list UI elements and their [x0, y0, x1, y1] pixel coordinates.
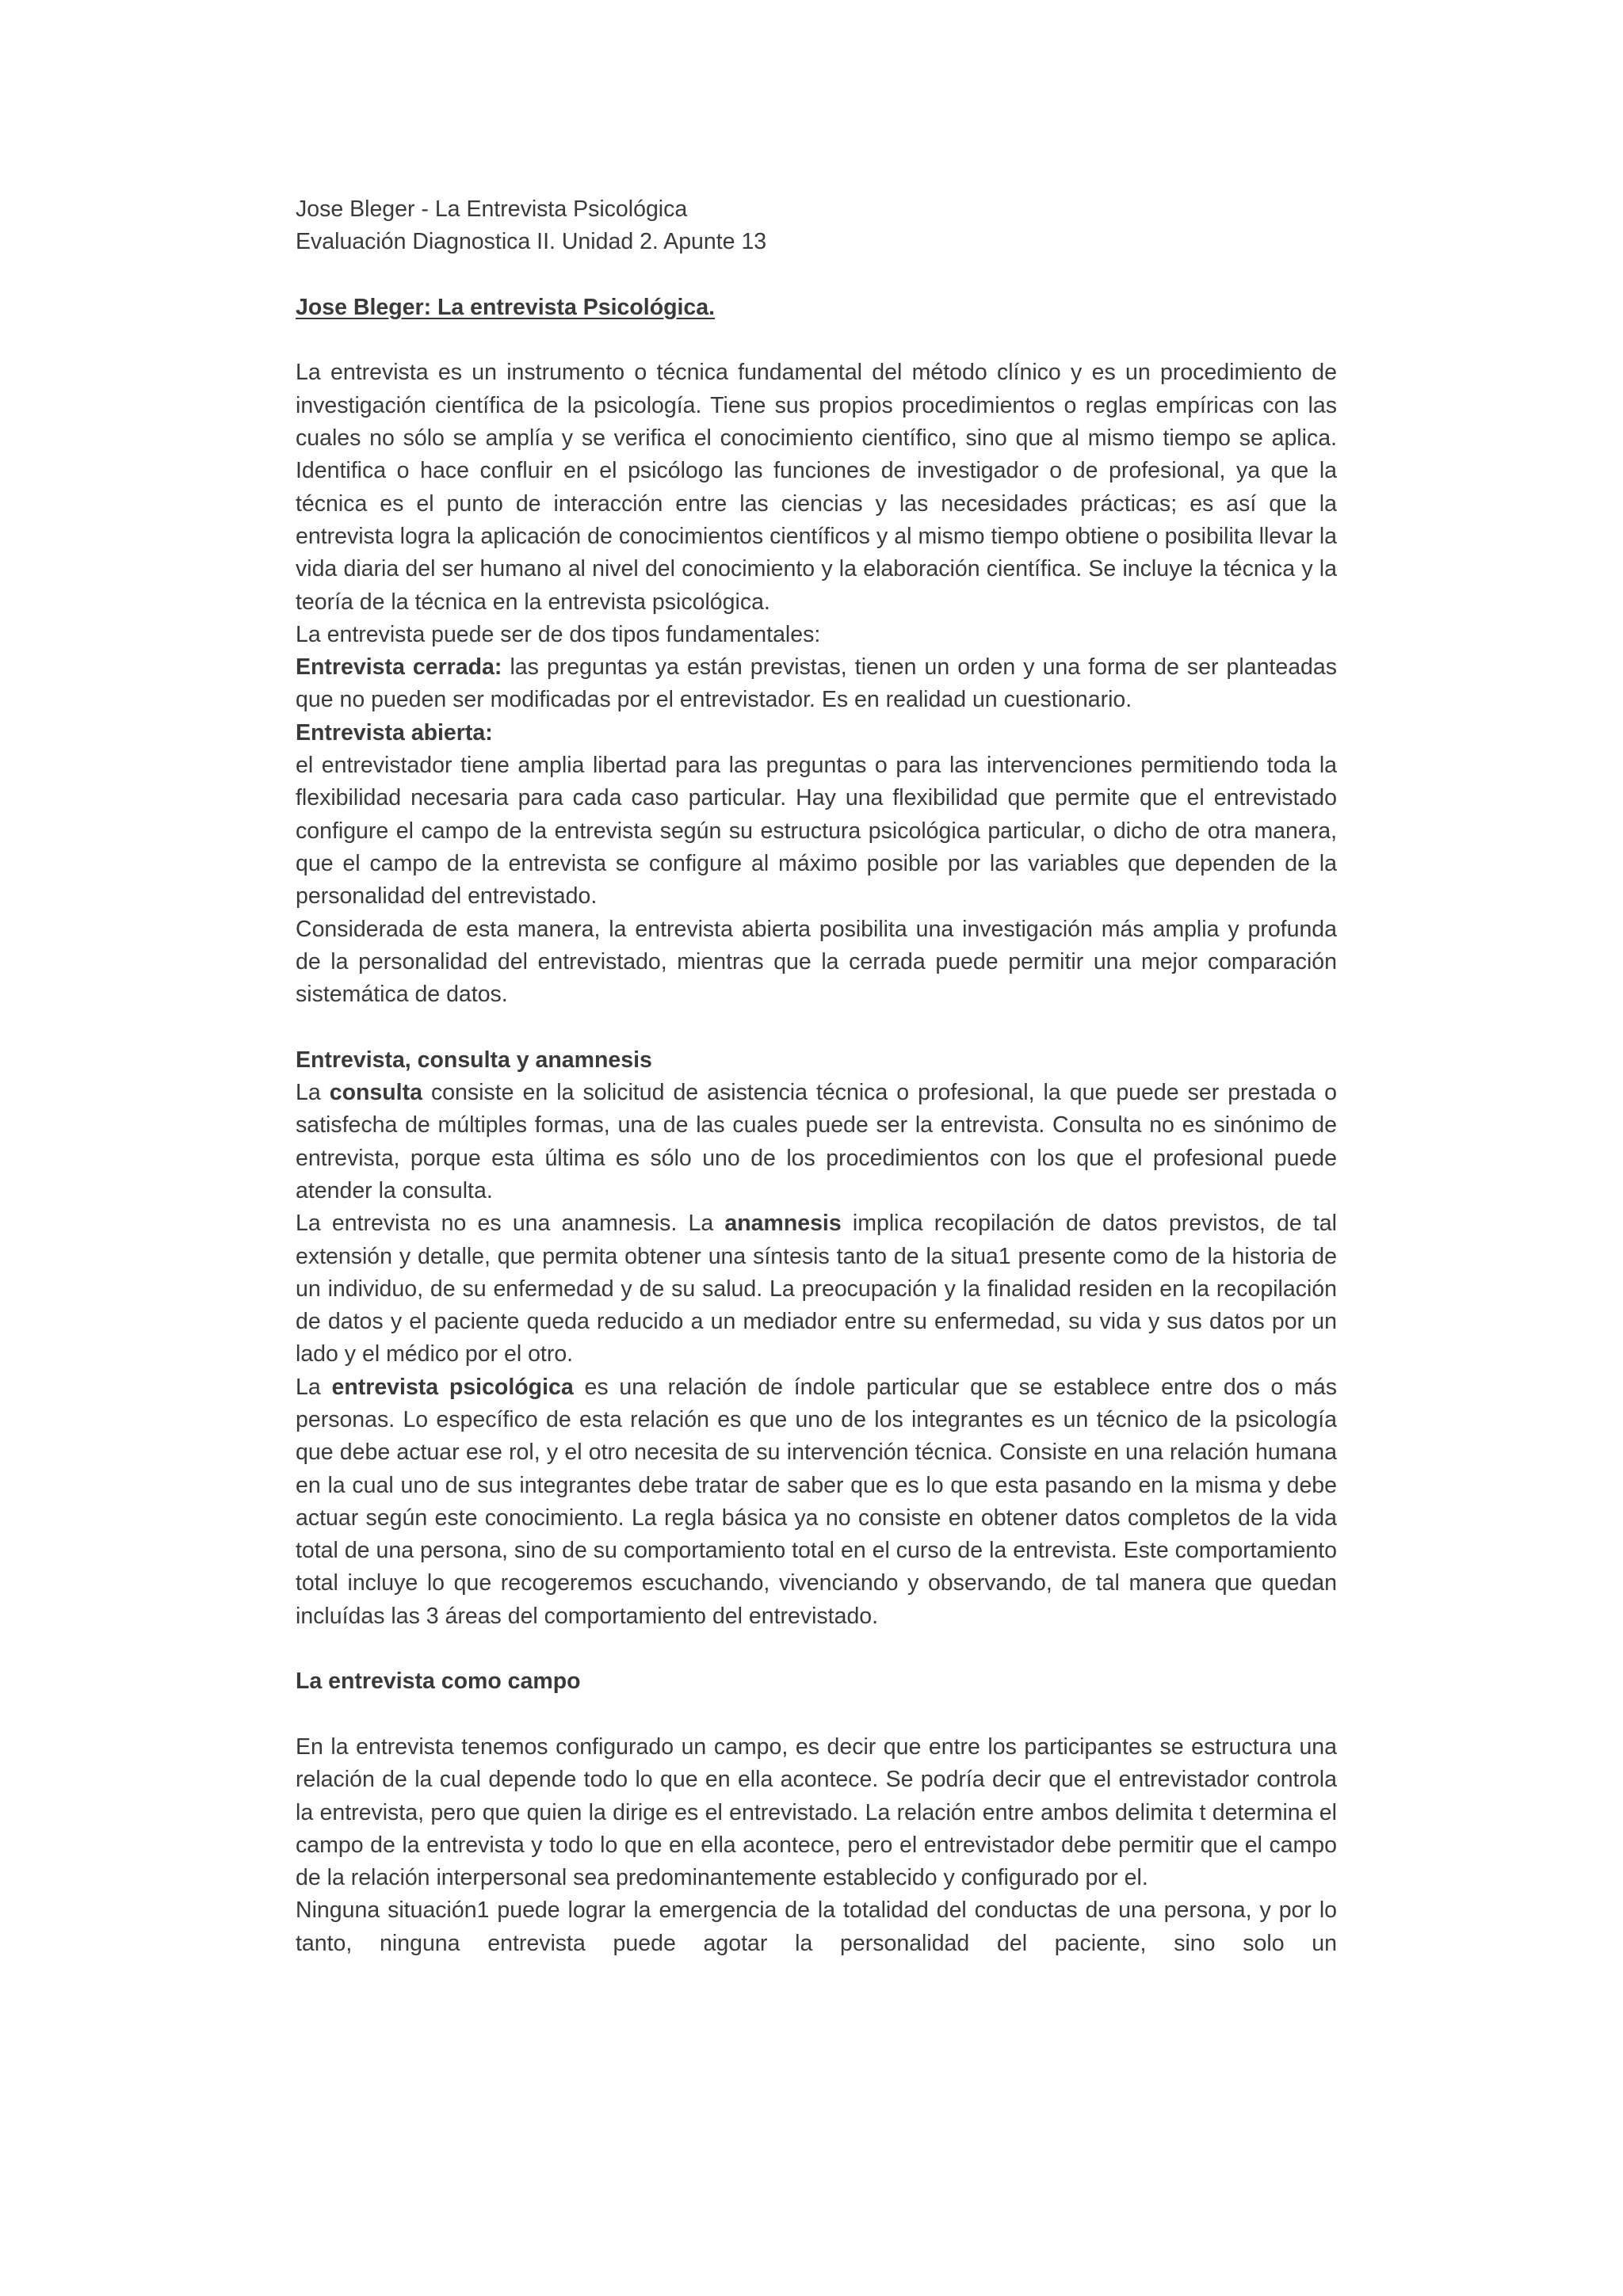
open-interview-label: Entrevista abierta: [296, 719, 493, 746]
spacer [296, 1699, 1337, 1731]
term-entrevista-psicologica: entrevista psicológica [331, 1374, 574, 1400]
spacer [296, 1011, 1337, 1043]
header-line-1: Jose Bleger - La Entrevista Psicológica [296, 196, 688, 222]
psych-interview-paragraph [296, 1371, 1337, 1633]
header-line-2: Evaluación Diagnostica II. Unidad 2. Apunte 13 [296, 229, 767, 255]
section-heading-consulta: Entrevista, consulta y anamnesis [296, 1047, 652, 1073]
text-run: La [296, 1374, 332, 1400]
anamnesis-paragraph [296, 1207, 1337, 1371]
campo-paragraph: En la entrevista tenemos configurado un campo, es decir que entre los participantes se estructura una relación de la cual depende todo lo que en ella acontece. Se podría decir que el entrevistador controla la entrevista, pero que quien la dirige es el entrevistado. La relación entre ambos delimita t determina el campo de la entrevista y todo lo que en ella acontece, pero el entrevistador debe permitir que el campo de la relación interpersonal sea predominantemente establecido y configurado por el. [296, 1733, 1337, 1891]
text-run: implica recopilación de datos previstos, de tal extensión y detalle, que permita obtener una síntesis tanto de la situa1 presente como de la historia de un individuo, de su enfermedad y de su salud. La preocupación y la finalidad residen en la recopilación de datos y el paciente queda reducido a un mediador entre su enfermedad, su vida y sus datos por un lado y el médico por el otro. [296, 1211, 1337, 1367]
text-run: consiste en la solicitud de asistencia técnica o profesional, la que puede ser prestada o satisfecha de múltiples formas, una de las cuales puede ser la entrevista. Consulta no es sinónimo de entrevista, porque esta última es sólo uno de los procedimientos con los que el profesional puede atender la consulta. [296, 1080, 1337, 1203]
spacer [296, 324, 1337, 357]
term-consulta: consulta [329, 1080, 422, 1106]
text-run: es una relación de índole particular que se establece entre dos o más personas. Lo específico de esta relación es que uno de los integrantes es un técnico de la psicología que debe actuar ese rol, y el otro necesita de su intervención técnica. Consiste en una relación humana en la cual uno de sus integrantes debe tratar de saber que es lo que esta pasando en la misma y debe actuar según este conocimiento. La regla básica ya no consiste en obtener datos completos de la vida total de una persona, sino de su comportamiento total en el curso de la entrevista. Este comportamiento total incluye lo que recogeremos escuchando, vivenciando y observando, de tal manera que quedan incluídas las 3 áreas del comportamiento del entrevistado. [296, 1374, 1337, 1629]
intro-types-paragraph: La entrevista puede ser de dos tipos fundamentales: [296, 621, 821, 647]
document-page [296, 193, 1337, 1960]
text-run: La entrevista no es una anamnesis. La [296, 1211, 725, 1237]
considered-paragraph: Considerada de esta manera, la entrevista abierta posibilita una investigación más amplia y profunda de la personalidad del entrevistado, mientras que la cerrada puede permitir una mejor comparación sistemática de datos. [296, 916, 1337, 1008]
section-heading-campo: La entrevista como campo [296, 1669, 581, 1695]
situacion-paragraph: Ninguna situación1 puede lograr la emergencia de la totalidad del conductas de una persona, y por lo tanto, ninguna entrevista puede agotar la personalidad del paciente, sino solo un [296, 1897, 1337, 1956]
term-anamnesis: anamnesis [724, 1211, 842, 1237]
text-run: La [296, 1080, 330, 1106]
intro-paragraph: La entrevista es un instrumento o técnica fundamental del método clínico y es un procedimiento de investigación científica de la psicología. Tiene sus propios procedimientos o reglas empíricas con las cuales no sólo se amplía y se verifica el conocimiento científico, sino que al mismo tiempo se aplica. Identifica o hace confluir en el psicólogo las funciones de investigador o de profesional, ya que la técnica es el punto de interacción entre las ciencias y las necesidades prácticas; es así que la entrevista logra la aplicación de conocimientos científicos y al mismo tiempo obtiene o posibilita llevar la vida diaria del ser humano al nivel del conocimiento y la elaboración científica. Se incluye la técnica y la teoría de la técnica en la entrevista psicológica. [296, 360, 1337, 615]
spacer [296, 259, 1337, 292]
consulta-paragraph [296, 1077, 1337, 1207]
spacer [296, 1633, 1337, 1665]
document-title: Jose Bleger: La entrevista Psicológica. [296, 294, 716, 320]
closed-interview-paragraph [296, 651, 1337, 717]
closed-interview-text: las preguntas ya están previstas, tienen un orden y una forma de ser planteadas que no pueden ser modificadas por el entrevistador. Es en realidad un cuestionario. [296, 654, 1338, 713]
open-interview-paragraph: el entrevistador tiene amplia libertad para las preguntas o para las intervenciones permitiendo toda la flexibilidad necesaria para cada caso particular. Hay una flexibilidad que permite que el entrevistado configure el campo de la entrevista según su estructura psicológica particular, o dicho de otra manera, que el campo de la entrevista se configure al máximo posible por las variables que dependen de la personalidad del entrevistado. [296, 753, 1337, 910]
closed-interview-label: Entrevista cerrada: [296, 654, 502, 681]
